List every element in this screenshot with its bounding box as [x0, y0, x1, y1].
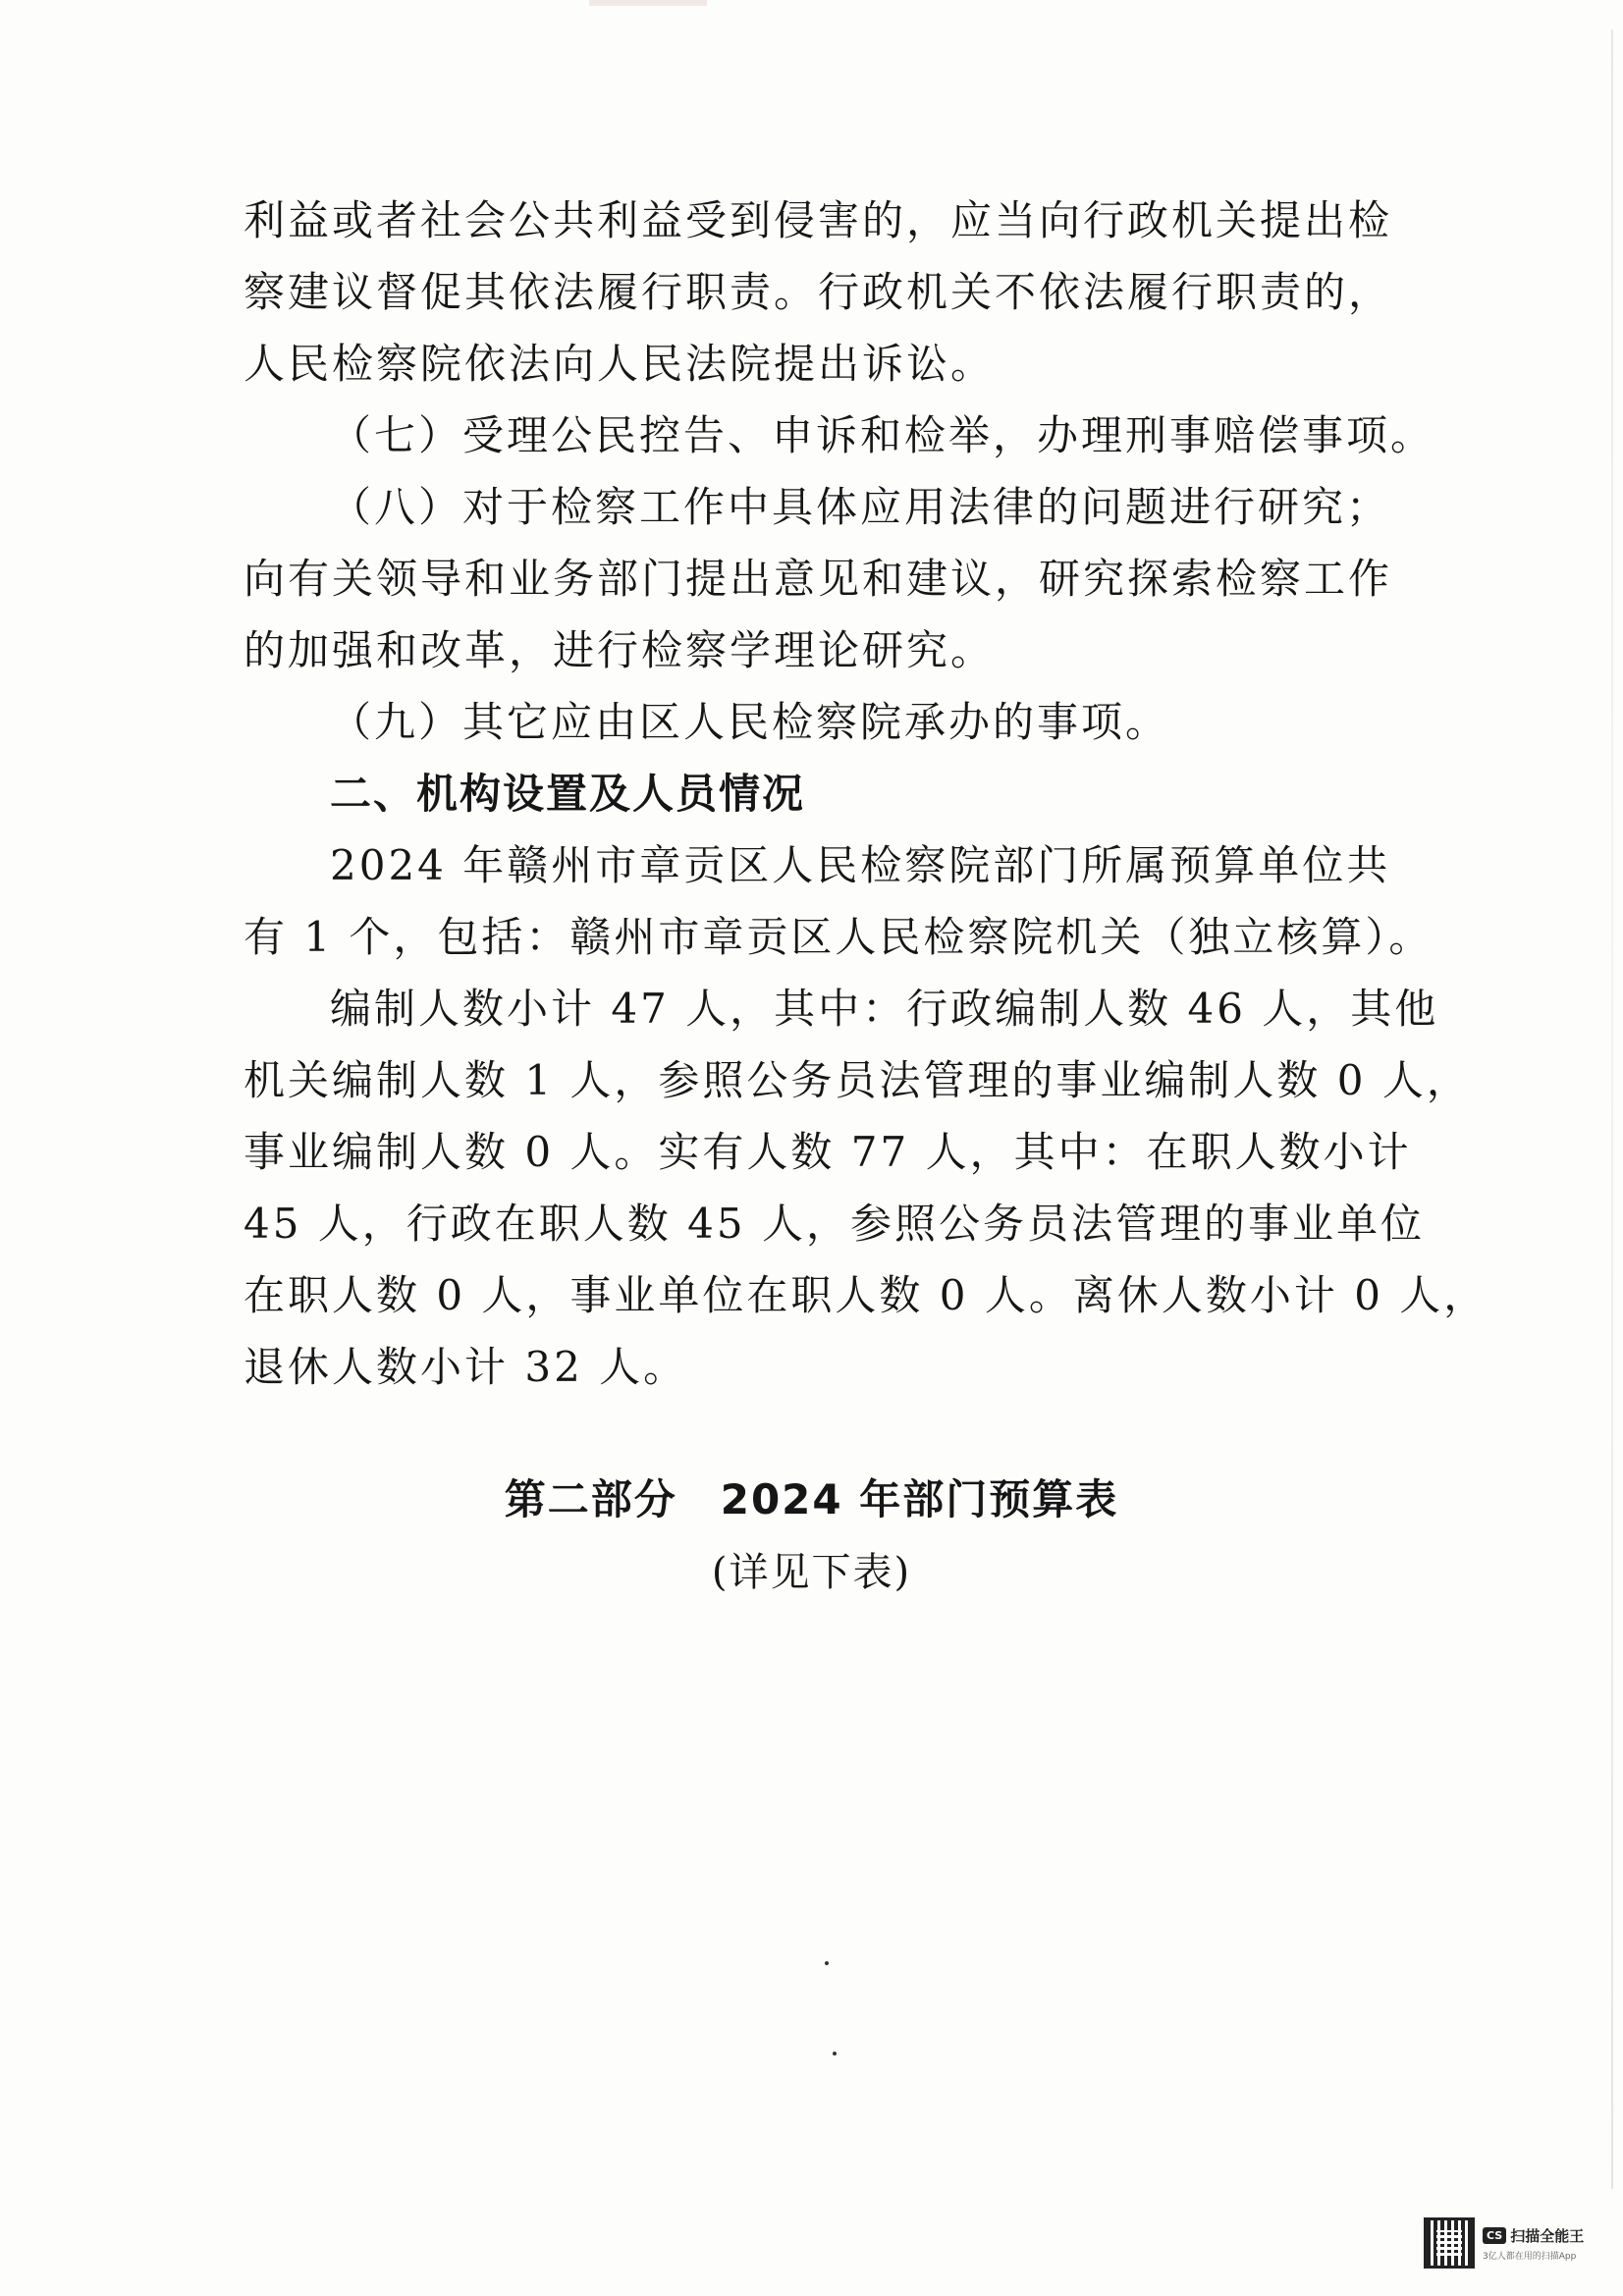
watermark-brand-name: 扫描全能王 [1510, 2226, 1585, 2245]
section-heading: 二、机构设置及人员情况 [330, 770, 806, 818]
scan-speck [833, 2052, 837, 2056]
scan-speck [825, 1961, 829, 1965]
body-text [243, 185, 1488, 1403]
scan-artifact-right [1611, 29, 1613, 2189]
text-line: 人民检察院依法向人民法院提出诉讼。 [243, 340, 996, 388]
item-seven: （七）受理公民控告、申诉和检举，办理刑事赔偿事项。 [330, 411, 1435, 459]
watermark-text [1483, 2225, 1584, 2262]
scan-artifact-top [589, 0, 707, 6]
text-line: 编制人数小计 47 人，其中：行政编制人数 46 人，其他 [330, 985, 1439, 1033]
text-line: 的加强和改革，进行检察学理论研究。 [243, 626, 996, 674]
qr-code-icon [1424, 2217, 1475, 2269]
text-line: 向有关领导和业务部门提出意见和建议，研究探索检察工作 [243, 555, 1393, 603]
text-line: 事业编制人数 0 人。实有人数 77 人，其中：在职人数小计 [243, 1128, 1412, 1176]
text-line: 45 人，行政在职人数 45 人，参照公务员法管理的事业单位 [243, 1200, 1425, 1248]
text-line: 利益或者社会公共利益受到侵害的，应当向行政机关提出检 [243, 196, 1393, 244]
text-line: 察建议督促其依法履行职责。行政机关不依法履行职责的， [243, 268, 1393, 316]
text-line: 2024 年赣州市章贡区人民检察院部门所属预算单位共 [330, 841, 1391, 889]
text-line: 机关编制人数 1 人，参照公务员法管理的事业编制人数 0 人， [243, 1056, 1471, 1104]
watermark-brand [1483, 2225, 1584, 2246]
item-eight: （八）对于检察工作中具体应用法律的问题进行研究； [330, 483, 1391, 531]
part-note: (详见下表) [711, 1550, 912, 1595]
watermark-tagline: 3亿人都在用的扫描App [1483, 2251, 1577, 2262]
text-line: 退休人数小计 32 人。 [243, 1343, 688, 1391]
scanner-watermark [1424, 2209, 1600, 2277]
part-title: 第二部分 2024 年部门预算表 [504, 1475, 1119, 1523]
text-line: 在职人数 0 人，事业单位在职人数 0 人。离休人数小计 0 人， [243, 1271, 1488, 1319]
item-nine: （九）其它应由区人民检察院承办的事项。 [330, 698, 1170, 746]
text-line: 有 1 个，包括：赣州市章贡区人民检察院机关（独立核算）。 [243, 913, 1434, 961]
watermark-logo: CS [1483, 2227, 1506, 2244]
